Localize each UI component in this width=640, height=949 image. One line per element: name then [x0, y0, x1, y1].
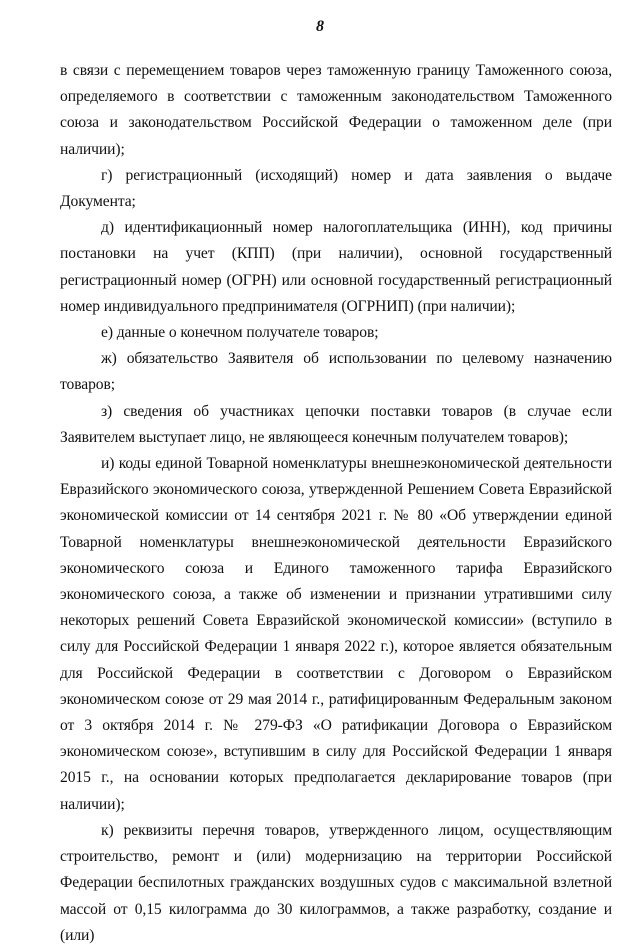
paragraph-item-z: з) сведения об участниках цепочки поставки товаров (в случае если Заявителем выступает лицо, не являющееся конечным получателем товаров); [60, 402, 612, 446]
paragraph-item-d: д) идентификационный номер налогоплательщика (ИНН), код причины постановки на учет (КПП) (при наличии), основной государственный регистрационный номер (ОГРН) или основной государственный регистрационный номер индивидуального предпринимателя (ОГРНИП) (при наличии); [60, 219, 612, 315]
paragraph-item-k: к) реквизиты перечня товаров, утвержденного лицом, осуществляющим строительство, ремонт и (или) модернизацию на территории Российской Федерации беспилотных гражданских воздушных судов с максимальной взлетной массой от 0,15 килограмма до 30 килограммов, а также разработку, создание и (или) [60, 821, 612, 944]
paragraph-item-g: г) регистрационный (исходящий) номер и дата заявления о выдаче Документа; [60, 166, 612, 211]
paragraph-item-i: и) коды единой Товарной номенклатуры внешнеэкономической деятельности Евразийского экономического союза, утвержденной Решением Совета Евразийской экономической комиссии от 14 сентября 2021 г. № 80 «Об утверждении единой Товарной номенклатуры внешнеэкономической деятельности Евразийского экономического союза и Единого таможенного тарифа Евразийского экономического союза, а также об изменении и признании утратившими силу некоторых решений Совета Евразийской экономической комиссии» (вступило в силу для Российской Федерации 1 января 2022 г.), которое является обязательным для Российской Федерации в соответствии с Договором о Евразийском экономическом союзе от 29 мая 2014 г., ратифицированным Федеральным законом от 3 октября 2014 г. № 279-ФЗ «О ратификации Договора о Евразийском экономическом союзе», вступившим в силу для Российской Федерации 1 января 2015 г., на основании которых предполагается декларирование товаров (при наличии); [60, 455, 612, 813]
paragraph-item-zh: ж) обязательство Заявителя об использовании по целевому назначению товаров; [60, 350, 612, 394]
document-body [60, 58, 612, 949]
paragraph-continuation: в связи с перемещением товаров через таможенную границу Таможенного союза, определяемого в соответствии с таможенным законодательством Таможенного союза и законодательством Российской Федерации о таможенном деле (при наличии); [60, 62, 612, 158]
paragraph-item-e: е) данные о конечном получателе товаров; [101, 324, 379, 342]
page-number: 8 [316, 18, 324, 35]
